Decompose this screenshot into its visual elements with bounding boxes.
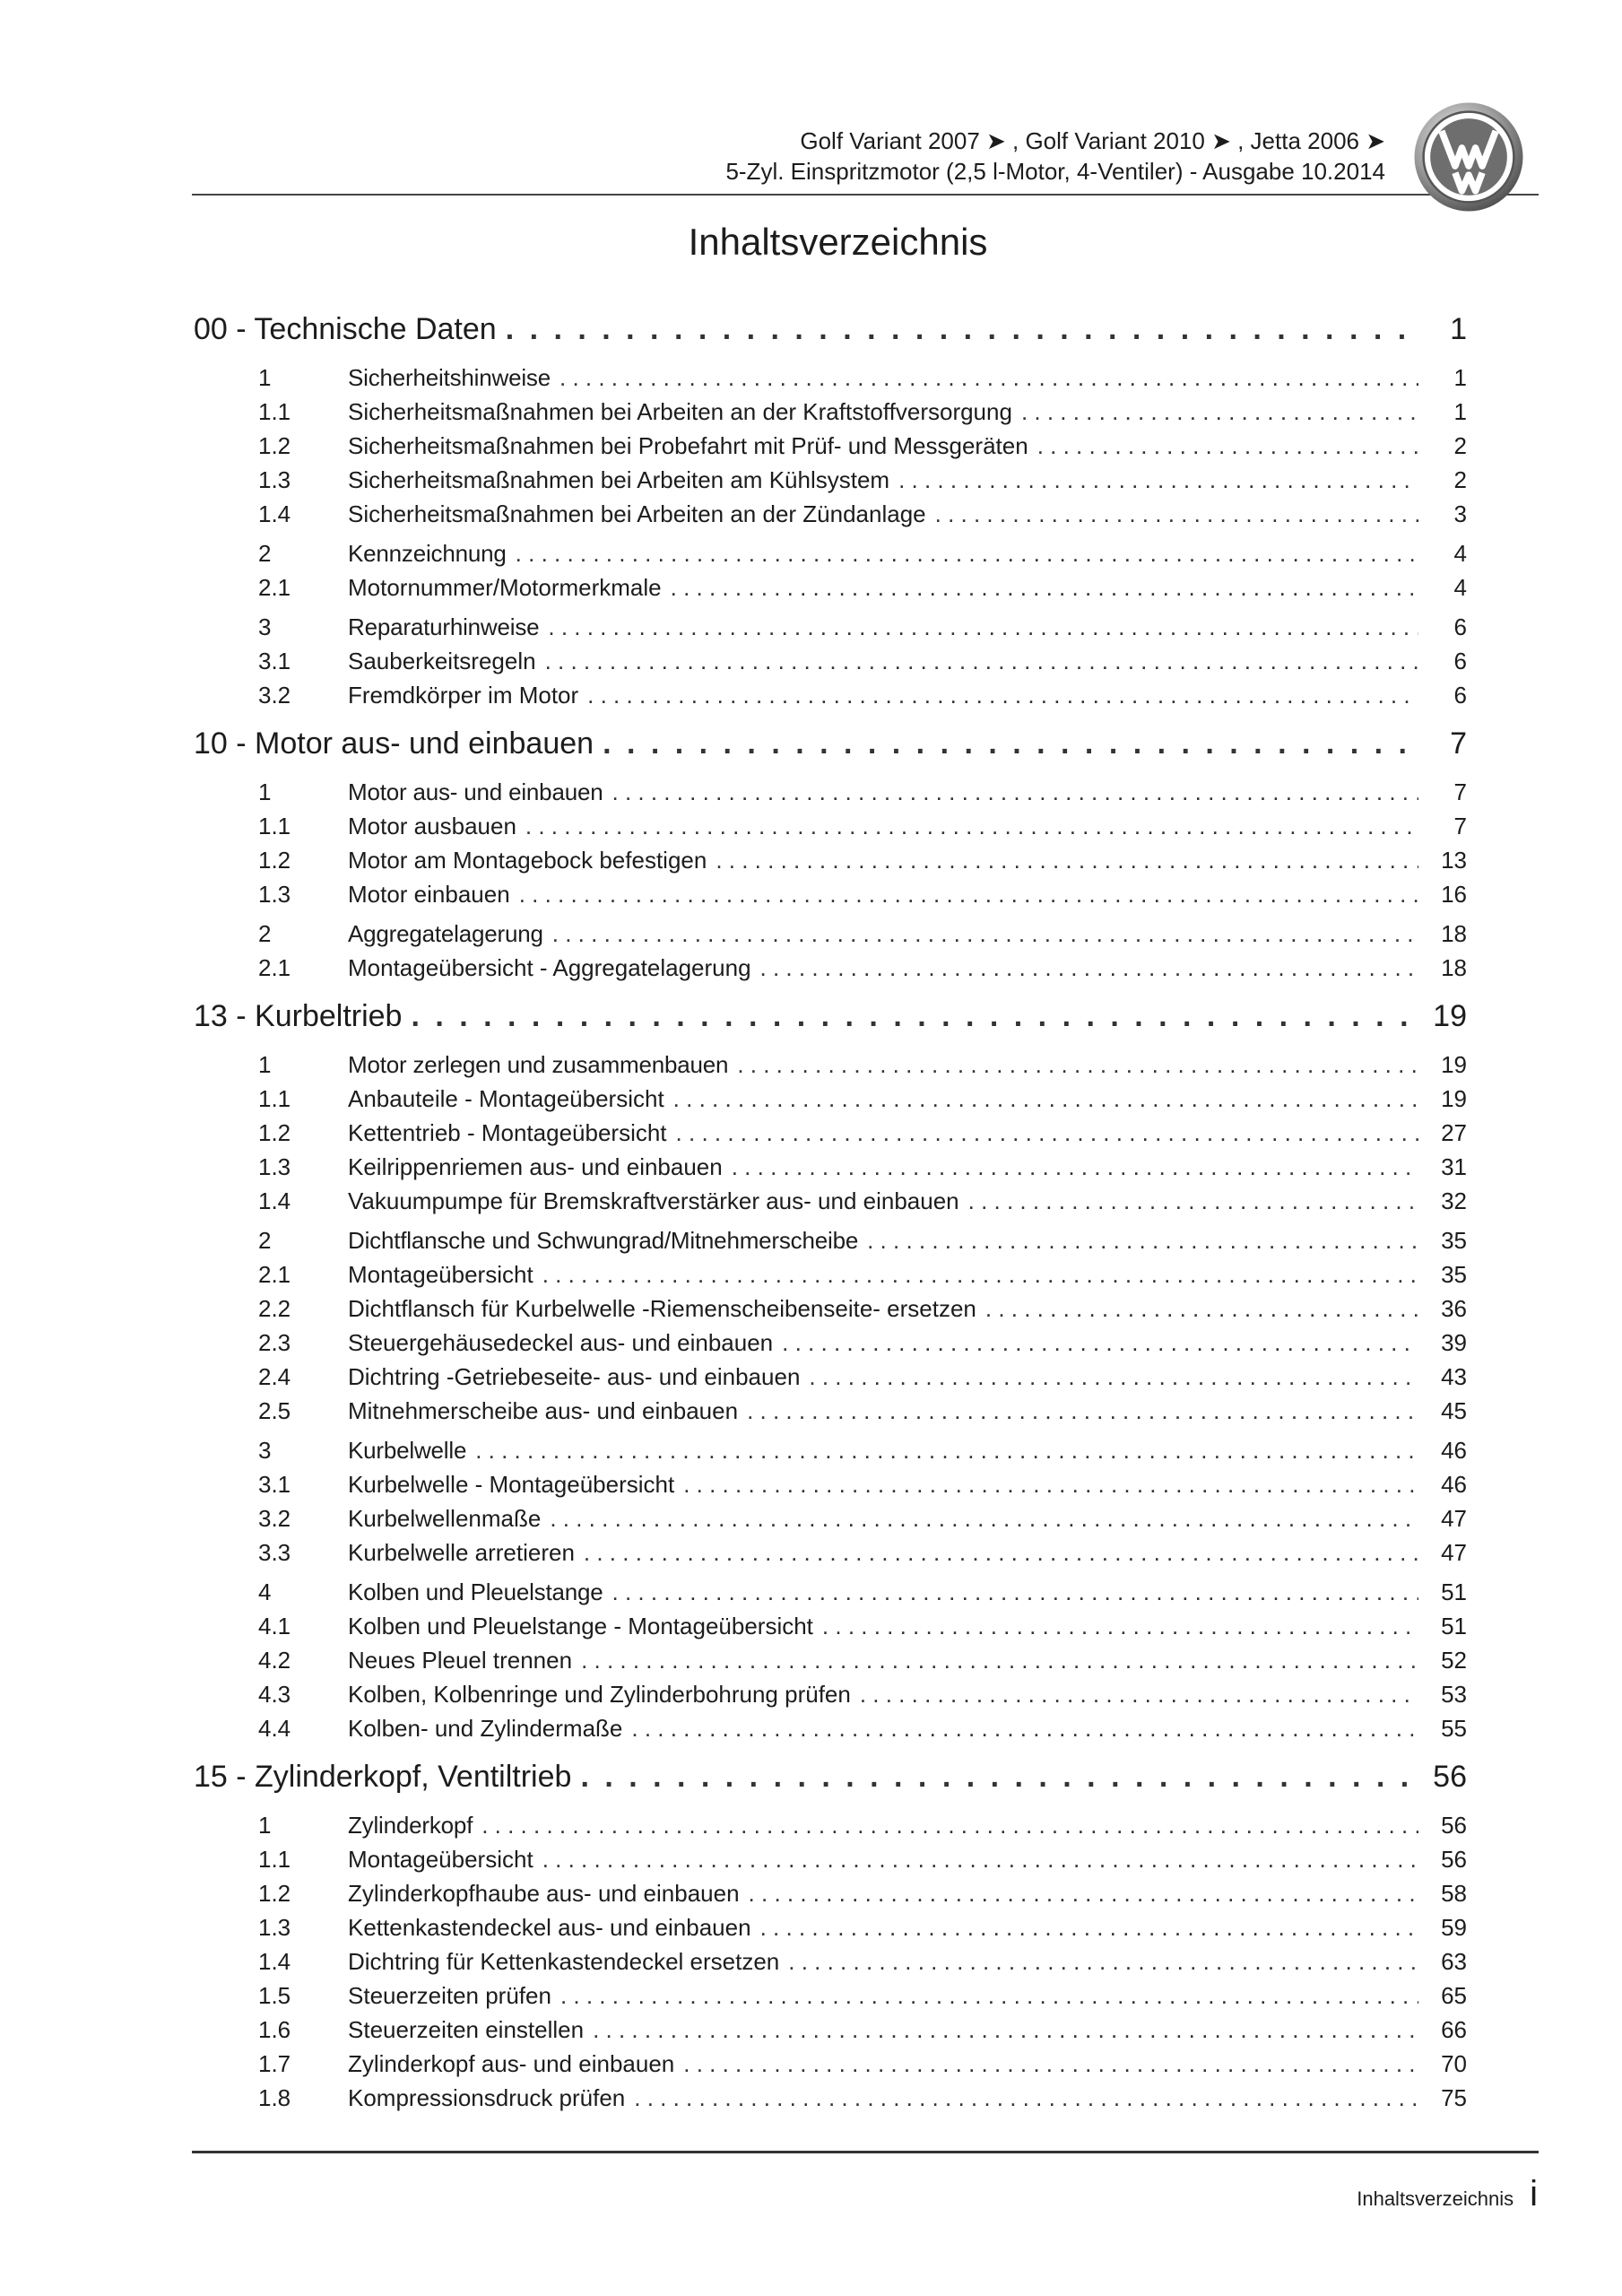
toc-entry-page: 35: [1441, 1261, 1467, 1288]
toc-entry-number: 1.2: [258, 1119, 291, 1146]
toc-subsection[interactable]: [194, 1846, 1467, 1880]
dot-leader: [671, 574, 1418, 602]
dot-leader: [548, 613, 1418, 641]
toc-entry-title: Dichtring für Kettenkastendeckel ersetzen: [348, 1948, 780, 1975]
toc-subsection[interactable]: [194, 1261, 1467, 1295]
dot-leader: [822, 1613, 1418, 1640]
toc-entry-number: 2.5: [258, 1397, 291, 1424]
toc-subsection[interactable]: [194, 813, 1467, 847]
toc-entry-title: Dichtflansch für Kurbelwelle -Riemenscheibenseite- ersetzen: [348, 1295, 976, 1322]
toc-section[interactable]: [194, 1227, 1467, 1261]
dot-leader: [683, 2050, 1418, 2078]
toc-subsection[interactable]: [194, 1948, 1467, 1982]
toc-entry-title: 13 - Kurbeltrieb: [194, 999, 403, 1033]
toc-entry-number: 3: [258, 613, 272, 640]
toc-entry-number: 3.2: [258, 1505, 291, 1532]
toc-entry-page: 27: [1441, 1119, 1467, 1146]
toc-entry-page: 7: [1453, 778, 1467, 805]
page-title: Inhaltsverzeichnis: [688, 221, 988, 263]
toc-entry-title: Kurbelwellenmaße: [348, 1505, 542, 1532]
dot-leader: [867, 1227, 1418, 1255]
toc-entry-number: 4.1: [258, 1613, 291, 1639]
toc-entry-number: 3.2: [258, 682, 291, 709]
toc-entry-page: 59: [1441, 1914, 1467, 1941]
toc-entry-title: Neues Pleuel trennen: [348, 1647, 573, 1674]
toc-chapter[interactable]: [194, 1760, 1467, 1806]
dot-leader: [985, 1295, 1418, 1323]
toc-entry-page: 1: [1450, 312, 1467, 346]
toc-entry-number: 1: [258, 1812, 272, 1839]
toc-entry-page: 36: [1441, 1295, 1467, 1322]
dot-leader: [1021, 398, 1418, 426]
toc-entry-title: Sicherheitsmaßnahmen bei Arbeiten an der Kraftstoffversorgung: [348, 398, 1012, 425]
toc-entry-title: Montageübersicht: [348, 1261, 533, 1288]
toc-entry-number: 2: [258, 540, 272, 567]
toc-entry-number: 1.3: [258, 466, 291, 493]
toc-subsection[interactable]: [194, 1085, 1467, 1119]
toc-entry-number: 2.1: [258, 1261, 291, 1288]
toc-entry-page: 6: [1453, 648, 1467, 674]
toc-entry-page: 19: [1441, 1051, 1467, 1078]
toc-entry-page: 46: [1441, 1471, 1467, 1498]
toc-entry-page: 7: [1453, 813, 1467, 839]
dot-leader: [968, 1187, 1418, 1215]
toc-entry-page: 6: [1453, 613, 1467, 640]
toc-entry-title: Kolben, Kolbenringe und Zylinderbohrung prüfen: [348, 1681, 851, 1708]
toc-entry-page: 75: [1441, 2084, 1467, 2111]
toc-entry-number: 1.6: [258, 2016, 291, 2043]
toc-entry-title: Motor einbauen: [348, 881, 510, 908]
footer-divider: [192, 2151, 1539, 2153]
toc-subsection[interactable]: [194, 1187, 1467, 1222]
toc-subsection[interactable]: [194, 1681, 1467, 1715]
toc-entry-number: 4.4: [258, 1715, 291, 1742]
dot-leader: [737, 1051, 1418, 1079]
toc-entry-page: 66: [1441, 2016, 1467, 2043]
toc-entry-number: 1.1: [258, 398, 291, 425]
dot-leader: [519, 881, 1418, 909]
toc-subsection[interactable]: [194, 398, 1467, 432]
toc-entry-number: 2.1: [258, 574, 291, 601]
toc-entry-page: 55: [1441, 1715, 1467, 1742]
toc-subsection[interactable]: [194, 466, 1467, 500]
toc-subsection[interactable]: [194, 1329, 1467, 1363]
dot-leader: [760, 954, 1418, 982]
toc-entry-number: 1.4: [258, 500, 291, 527]
toc-subsection[interactable]: [194, 648, 1467, 682]
toc-entry-number: 2: [258, 1227, 272, 1254]
toc-entry-number: 3.1: [258, 648, 291, 674]
toc-entry-number: 4: [258, 1578, 272, 1605]
toc-subsection[interactable]: [194, 500, 1467, 535]
toc-entry-title: Kompressionsdruck prüfen: [348, 2084, 626, 2111]
dot-leader: [542, 1261, 1418, 1289]
dot-leader: [584, 1539, 1418, 1567]
toc-entry-page: 2: [1453, 432, 1467, 459]
toc-entry-page: 65: [1441, 1982, 1467, 2009]
toc-subsection[interactable]: [194, 1471, 1467, 1505]
document-header: [0, 126, 1385, 187]
toc-entry-title: 15 - Zylinderkopf, Ventiltrieb: [194, 1760, 572, 1794]
dot-leader: [1037, 432, 1418, 460]
footer-page-number: i: [1530, 2174, 1538, 2213]
dot-leader: [716, 847, 1418, 874]
toc-entry-number: 3.1: [258, 1471, 291, 1498]
toc-subsection[interactable]: [194, 1613, 1467, 1647]
vw-logo-icon: [1412, 100, 1525, 213]
toc-entry-number: 1.3: [258, 1914, 291, 1941]
dot-leader: [550, 1505, 1418, 1533]
toc-entry-number: 1.7: [258, 2050, 291, 2077]
toc-subsection[interactable]: [194, 1153, 1467, 1187]
toc-entry-page: 18: [1441, 920, 1467, 947]
toc-entry-title: Kurbelwelle arretieren: [348, 1539, 575, 1566]
toc-entry-title: Motor ausbauen: [348, 813, 516, 839]
toc-entry-title: Keilrippenriemen aus- und einbauen: [348, 1153, 723, 1180]
toc-entry-title: Anbauteile - Montageübersicht: [348, 1085, 664, 1112]
toc-entry-number: 1.4: [258, 1948, 291, 1975]
toc-entry-page: 51: [1441, 1613, 1467, 1639]
toc-section[interactable]: [194, 778, 1467, 813]
toc-subsection[interactable]: [194, 954, 1467, 988]
dot-leader: [560, 1982, 1418, 2010]
dot-leader: [760, 1914, 1418, 1942]
toc-section[interactable]: [194, 920, 1467, 954]
toc-subsection[interactable]: [194, 1880, 1467, 1914]
toc-entry-title: Kettentrieb - Montageübersicht: [348, 1119, 667, 1146]
dot-leader: [612, 1578, 1418, 1606]
toc-entry-title: 00 - Technische Daten: [194, 312, 497, 346]
toc-entry-page: 1: [1453, 398, 1467, 425]
toc-entry-page: 56: [1441, 1846, 1467, 1873]
toc-entry-page: 13: [1441, 847, 1467, 874]
toc-entry-title: Sicherheitshinweise: [348, 364, 551, 391]
toc-entry-number: 2.3: [258, 1329, 291, 1356]
toc-entry-page: 7: [1450, 726, 1467, 761]
toc-entry-title: Kurbelwelle - Montageübersicht: [348, 1471, 675, 1498]
toc-subsection[interactable]: [194, 2050, 1467, 2084]
dot-leader: [747, 1397, 1418, 1425]
toc-entry-page: 16: [1441, 881, 1467, 908]
toc-entry-page: 47: [1441, 1539, 1467, 1566]
page-footer: [1357, 2174, 1538, 2214]
toc-entry-page: 52: [1441, 1647, 1467, 1674]
toc-subsection[interactable]: [194, 2084, 1467, 2118]
toc-chapter[interactable]: [194, 999, 1467, 1046]
toc-entry-page: 56: [1433, 1760, 1467, 1794]
toc-entry-page: 51: [1441, 1578, 1467, 1605]
dot-leader: [749, 1880, 1418, 1908]
dot-leader: [673, 1085, 1418, 1113]
dot-leader: [631, 1715, 1418, 1743]
toc-chapter[interactable]: [194, 312, 1467, 359]
dot-leader: [676, 1119, 1418, 1147]
toc-entry-number: 2.4: [258, 1363, 291, 1390]
toc-entry-page: 35: [1441, 1227, 1467, 1254]
dot-leader: [788, 1948, 1418, 1976]
toc-entry-title: Kolben und Pleuelstange: [348, 1578, 603, 1605]
toc-entry-number: 1.8: [258, 2084, 291, 2111]
toc-entry-title: Sicherheitsmaßnahmen bei Probefahrt mit Prüf- und Messgeräten: [348, 432, 1028, 459]
toc-subsection[interactable]: [194, 1982, 1467, 2016]
toc-entry-number: 2: [258, 920, 272, 947]
toc-entry-number: 1.4: [258, 1187, 291, 1214]
toc-subsection[interactable]: [194, 1295, 1467, 1329]
dot-leader: [542, 1846, 1418, 1874]
toc-entry-number: 2.2: [258, 1295, 291, 1322]
dot-leader: [506, 312, 1418, 347]
toc-entry-number: 1: [258, 364, 272, 391]
toc-entry-number: 1.2: [258, 847, 291, 874]
dot-leader: [732, 1153, 1418, 1181]
toc-entry-number: 1.1: [258, 1846, 291, 1873]
toc-subsection[interactable]: [194, 1715, 1467, 1749]
toc-entry-title: Kolben und Pleuelstange - Montageübersicht: [348, 1613, 813, 1639]
toc-entry-page: 58: [1441, 1880, 1467, 1907]
toc-subsection[interactable]: [194, 1539, 1467, 1573]
toc-entry-title: Motornummer/Motormerkmale: [348, 574, 662, 601]
toc-entry-title: Zylinderkopf aus- und einbauen: [348, 2050, 675, 2077]
toc-entry-number: 1.3: [258, 1153, 291, 1180]
toc-subsection[interactable]: [194, 2016, 1467, 2050]
toc-section[interactable]: [194, 613, 1467, 648]
dot-leader: [525, 813, 1418, 840]
dot-leader: [587, 682, 1418, 709]
toc-entry-page: 70: [1441, 2050, 1467, 2077]
header-models: Golf Variant 2007 ➤ , Golf Variant 2010 ➤ , Jetta 2006 ➤: [800, 127, 1385, 154]
toc-entry-title: Zylinderkopfhaube aus- und einbauen: [348, 1880, 740, 1907]
toc-entry-title: Motor aus- und einbauen: [348, 778, 603, 805]
toc-subsection[interactable]: [194, 881, 1467, 915]
dot-leader: [860, 1681, 1418, 1709]
toc-subsection[interactable]: [194, 1397, 1467, 1431]
dot-leader: [809, 1363, 1418, 1391]
toc-entry-title: Dichtflansche und Schwungrad/Mitnehmerscheibe: [348, 1227, 859, 1254]
toc-entry-page: 39: [1441, 1329, 1467, 1356]
toc-subsection[interactable]: [194, 432, 1467, 466]
toc-entry-number: 1: [258, 778, 272, 805]
toc-entry-title: Zylinderkopf: [348, 1812, 473, 1839]
toc-subsection[interactable]: [194, 1119, 1467, 1153]
toc-entry-title: Mitnehmerscheibe aus- und einbauen: [348, 1397, 739, 1424]
toc-entry-number: 1.5: [258, 1982, 291, 2009]
toc-entry-page: 53: [1441, 1681, 1467, 1708]
table-of-contents: [194, 312, 1467, 2118]
dot-leader: [683, 1471, 1418, 1499]
toc-entry-title: Kennzeichnung: [348, 540, 507, 567]
toc-entry-title: Steuergehäusedeckel aus- und einbauen: [348, 1329, 774, 1356]
toc-entry-title: Dichtring -Getriebeseite- aus- und einbauen: [348, 1363, 801, 1390]
toc-entry-page: 4: [1453, 574, 1467, 601]
dot-leader: [475, 1437, 1418, 1465]
toc-entry-title: Kolben- und Zylindermaße: [348, 1715, 623, 1742]
toc-entry-number: 3.3: [258, 1539, 291, 1566]
toc-entry-page: 45: [1441, 1397, 1467, 1424]
toc-entry-page: 63: [1441, 1948, 1467, 1975]
header-divider: [192, 194, 1539, 196]
toc-section[interactable]: [194, 1437, 1467, 1471]
toc-subsection[interactable]: [194, 1647, 1467, 1681]
dot-leader: [411, 999, 1418, 1034]
toc-subsection[interactable]: [194, 847, 1467, 881]
toc-entry-page: 47: [1441, 1505, 1467, 1532]
toc-entry-title: Motor am Montagebock befestigen: [348, 847, 707, 874]
toc-entry-page: 56: [1441, 1812, 1467, 1839]
toc-entry-number: 2.1: [258, 954, 291, 981]
dot-leader: [782, 1329, 1418, 1357]
dot-leader: [593, 2016, 1418, 2044]
dot-leader: [603, 726, 1418, 761]
toc-entry-title: Kettenkastendeckel aus- und einbauen: [348, 1914, 751, 1941]
toc-entry-title: Sauberkeitsregeln: [348, 648, 536, 674]
toc-chapter[interactable]: [194, 726, 1467, 773]
toc-entry-title: Steuerzeiten einstellen: [348, 2016, 585, 2043]
dot-leader: [580, 1760, 1418, 1795]
dot-leader: [581, 1647, 1418, 1674]
toc-entry-number: 1.1: [258, 813, 291, 839]
toc-entry-title: Sicherheitsmaßnahmen bei Arbeiten an der Zündanlage: [348, 500, 926, 527]
toc-entry-page: 43: [1441, 1363, 1467, 1390]
toc-section[interactable]: [194, 540, 1467, 574]
toc-section[interactable]: [194, 1051, 1467, 1085]
toc-entry-number: 1.2: [258, 1880, 291, 1907]
toc-entry-page: 46: [1441, 1437, 1467, 1464]
dot-leader: [898, 466, 1418, 494]
toc-entry-page: 32: [1441, 1187, 1467, 1214]
dot-leader: [634, 2084, 1418, 2112]
dot-leader: [481, 1812, 1418, 1839]
toc-subsection[interactable]: [194, 574, 1467, 608]
dot-leader: [545, 648, 1418, 675]
toc-entry-number: 3: [258, 1437, 272, 1464]
toc-entry-number: 1.2: [258, 432, 291, 459]
toc-entry-page: 18: [1441, 954, 1467, 981]
header-engine: 5-Zyl. Einspritzmotor (2,5 l-Motor, 4-Ventiler) - Ausgabe 10.2014: [725, 158, 1385, 185]
dot-leader: [552, 920, 1418, 948]
toc-entry-title: Fremdkörper im Motor: [348, 682, 579, 709]
toc-entry-title: Montageübersicht: [348, 1846, 533, 1873]
toc-subsection[interactable]: [194, 1914, 1467, 1948]
toc-entry-number: 4.3: [258, 1681, 291, 1708]
toc-entry-page: 31: [1441, 1153, 1467, 1180]
toc-section[interactable]: [194, 364, 1467, 398]
toc-entry-title: 10 - Motor aus- und einbauen: [194, 726, 594, 761]
toc-entry-page: 4: [1453, 540, 1467, 567]
toc-entry-page: 6: [1453, 682, 1467, 709]
toc-entry-number: 1.3: [258, 881, 291, 908]
toc-entry-page: 19: [1441, 1085, 1467, 1112]
toc-entry-title: Vakuumpumpe für Bremskraftverstärker aus- und einbauen: [348, 1187, 959, 1214]
toc-entry-title: Sicherheitsmaßnahmen bei Arbeiten am Kühlsystem: [348, 466, 890, 493]
toc-entry-page: 19: [1433, 999, 1467, 1033]
toc-entry-page: 1: [1453, 364, 1467, 391]
toc-section[interactable]: [194, 1812, 1467, 1846]
toc-subsection[interactable]: [194, 1505, 1467, 1539]
footer-label: Inhaltsverzeichnis: [1357, 2187, 1514, 2210]
dot-leader: [559, 364, 1418, 392]
toc-entry-number: 1: [258, 1051, 272, 1078]
toc-entry-title: Motor zerlegen und zusammenbauen: [348, 1051, 729, 1078]
toc-entry-page: 2: [1453, 466, 1467, 493]
toc-entry-title: Reparaturhinweise: [348, 613, 540, 640]
toc-entry-page: 3: [1453, 500, 1467, 527]
toc-section[interactable]: [194, 1578, 1467, 1613]
dot-leader: [935, 500, 1418, 528]
dot-leader: [516, 540, 1418, 568]
toc-entry-title: Montageübersicht - Aggregatelagerung: [348, 954, 751, 981]
toc-entry-number: 4.2: [258, 1647, 291, 1674]
toc-subsection[interactable]: [194, 682, 1467, 716]
toc-entry-number: 1.1: [258, 1085, 291, 1112]
dot-leader: [612, 778, 1419, 806]
toc-entry-title: Kurbelwelle: [348, 1437, 467, 1464]
toc-entry-title: Aggregatelagerung: [348, 920, 543, 947]
toc-subsection[interactable]: [194, 1363, 1467, 1397]
toc-entry-title: Steuerzeiten prüfen: [348, 1982, 551, 2009]
